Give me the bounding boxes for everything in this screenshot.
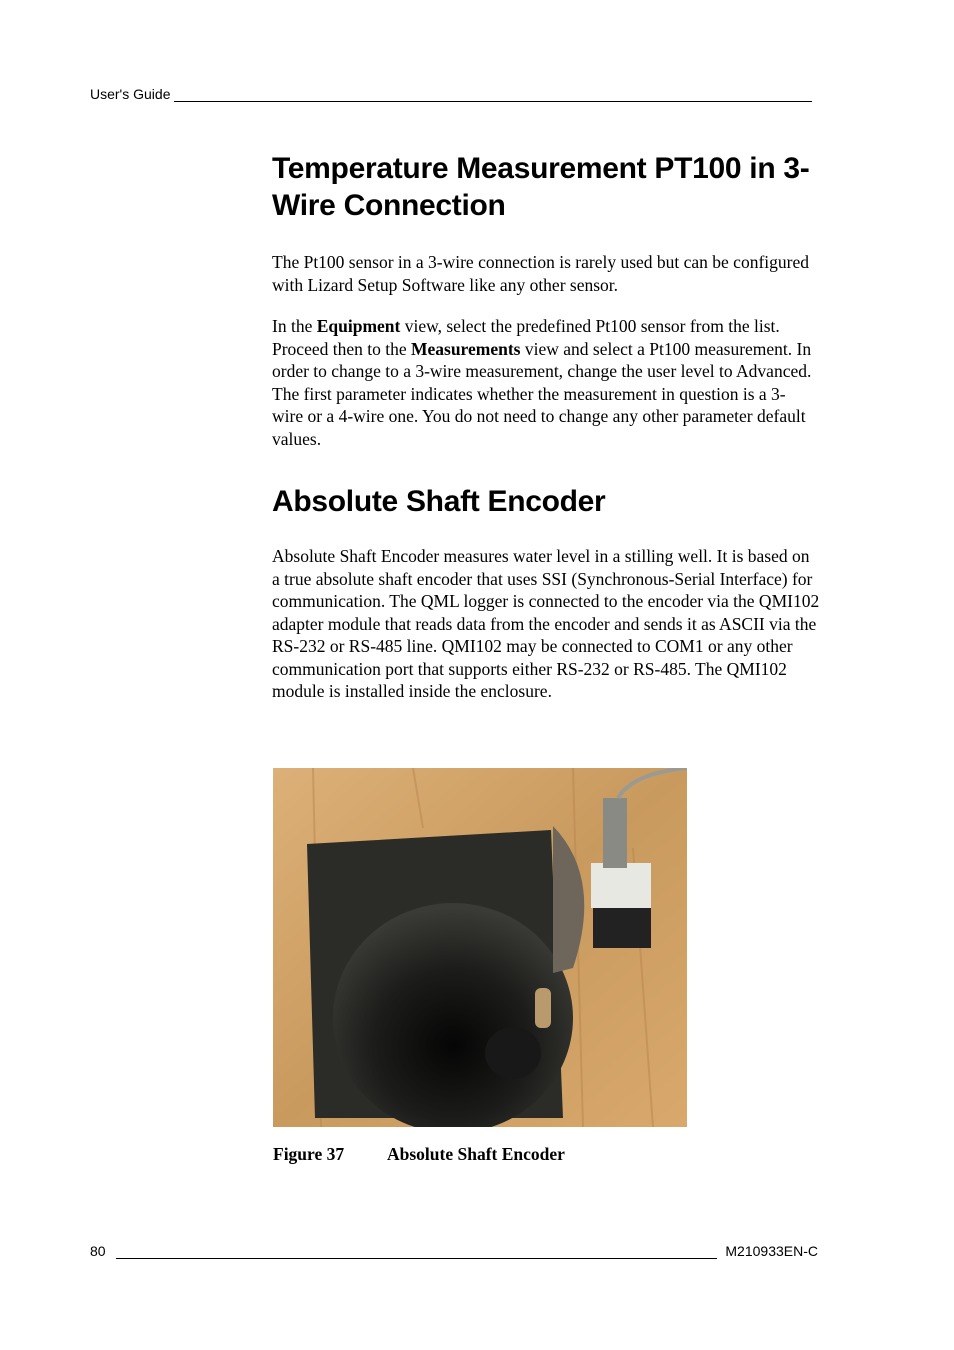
section-title-shaft-encoder: Absolute Shaft Encoder — [272, 485, 606, 518]
figure-number: Figure 37 — [273, 1144, 345, 1164]
pt100-paragraph-1: The Pt100 sensor in a 3-wire connection is rarely used but can be configured with Lizard Setup Software like any other sensor. — [272, 252, 809, 295]
running-header — [90, 86, 812, 102]
footer-rule — [116, 1244, 718, 1259]
figure-caption — [273, 1144, 565, 1165]
shaft-encoder-paragraph: Absolute Shaft Encoder measures water level in a stilling well. It is based on a true absolute shaft encoder that uses SSI (Synchronous-Serial Interface) for communication. The QML logger is connected to the encoder via the QMI102 adapter module that reads data from the encoder and sends it as ASCII via the RS-232 or RS-485 line. QMI102 may be connected to COM1 or any other communication port that supports either RS-232 or RS-485. The QMI102 module is installed inside the enclosure. — [272, 546, 820, 701]
running-footer — [90, 1243, 818, 1259]
para-text: view and select a Pt100 measurement. In order to change to a 3-wire measurement, change the user level to Advanced. The first parameter indicates whether the measurement in question is a 3- wire or a 4-wire one. You do not need to change any other parameter default values. — [272, 338, 812, 449]
equipment-term: Equipment — [316, 316, 401, 336]
measurements-term: Measurements — [410, 338, 521, 359]
shaft-encoder-photo — [273, 768, 687, 1127]
page-number: 80 — [90, 1243, 106, 1259]
pt100-paragraph-2 — [272, 315, 820, 450]
document-code: M210933EN-C — [725, 1243, 818, 1259]
figure-caption-text: Absolute Shaft Encoder — [387, 1144, 565, 1164]
header-rule — [174, 87, 812, 102]
header-label: User's Guide — [90, 86, 171, 102]
para-text: In the — [272, 316, 317, 336]
section-title-pt100: Temperature Measurement PT100 in 3-Wire Connection — [272, 152, 810, 222]
para-text: view, select the predefined Pt100 sensor from the list. Proceed then to the — [272, 316, 780, 359]
